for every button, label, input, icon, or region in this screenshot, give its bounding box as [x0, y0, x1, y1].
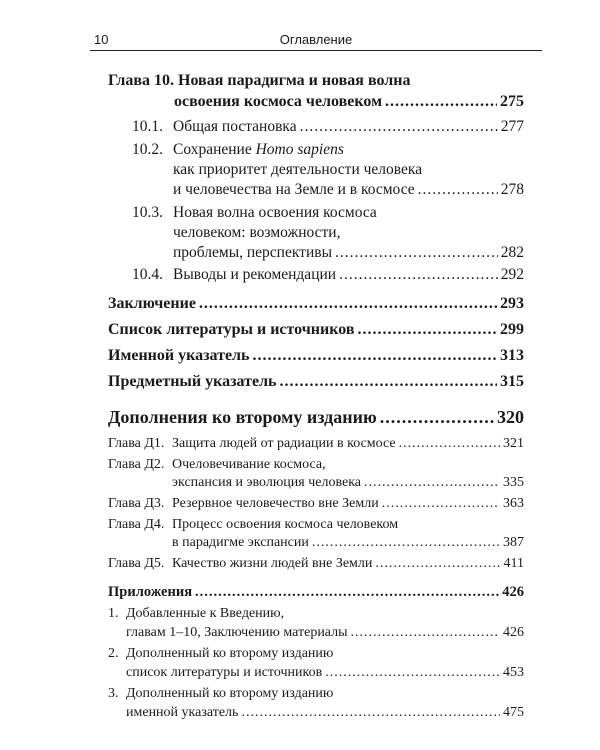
entry-conclusion: Заключение ..... 293 — [108, 295, 524, 313]
section-10-3-line3: проблемы, перспективы ..... 282 — [173, 244, 524, 262]
running-title: Оглавление — [279, 32, 353, 47]
appendix-2-line1: 2. Дополненный ко второму изданию — [108, 646, 334, 661]
supplement-chapter-d3: Глава Д3. Резервное человечество вне Земли ..... 363 — [108, 496, 524, 512]
supplement-chapter-d4-line1: Глава Д4. Процесс освоения космоса человеком — [108, 517, 399, 532]
section-10-2-line2: как приоритет деятельности человека — [173, 161, 423, 178]
chapter-10-title-line1: Глава 10. Новая парадигма и новая волна — [108, 72, 411, 89]
supplement-chapter-d4-line2: в парадигме экспансии ..... 387 — [172, 535, 524, 551]
chapter-10-page: 275 — [500, 93, 524, 110]
supplement-chapter-d2-line1: Глава Д2. Очеловечивание космоса, — [108, 457, 326, 472]
page-number: 10 — [94, 32, 109, 47]
section-10-2-line1: 10.2. Сохранение Homo sapiens — [132, 141, 344, 158]
entry-bibliography: Список литературы и источников ..... 299 — [108, 321, 524, 339]
appendix-1-line1: 1. Добавленные к Введению, — [108, 606, 285, 621]
appendix-3-line1: 3. Дополненный ко второму изданию — [108, 686, 334, 701]
running-header — [90, 32, 542, 51]
section-10-3-line2: человеком: возможности, — [173, 224, 341, 241]
appendices-title: Приложения ..... 426 — [108, 584, 524, 601]
supplements-title: Дополнения ко второму изданию ..... 320 — [108, 407, 524, 428]
section-10-4: 10.4. Выводы и рекомендации ..... 292 — [132, 266, 524, 284]
supplement-chapter-d2-line2: экспансия и эволюция человека ..... 335 — [172, 475, 524, 491]
supplement-chapter-d1: Глава Д1. Защита людей от радиации в космосе ..... 321 — [108, 436, 524, 452]
section-10-3-line1: 10.3. Новая волна освоения космоса — [132, 204, 377, 221]
section-10-1: 10.1. Общая постановка ..... 277 — [132, 118, 524, 136]
appendix-2-line2: список литературы и источников ..... 453 — [126, 665, 524, 681]
entry-subject-index: Предметный указатель ..... 315 — [108, 373, 524, 391]
chapter-10-title-line2: освоения космоса человеком ..... 275 — [174, 93, 524, 111]
appendix-3-line2: именной указатель ..... 475 — [126, 705, 524, 721]
entry-name-index: Именной указатель ..... 313 — [108, 347, 524, 365]
appendix-1-line2: главам 1–10, Заключению материалы ..... 426 — [126, 625, 524, 641]
supplement-chapter-d5: Глава Д5. Качество жизни людей вне Земли ..... 411 — [108, 556, 524, 572]
section-10-2-line3: и человечества на Земле и в космосе ..... 278 — [173, 181, 524, 199]
